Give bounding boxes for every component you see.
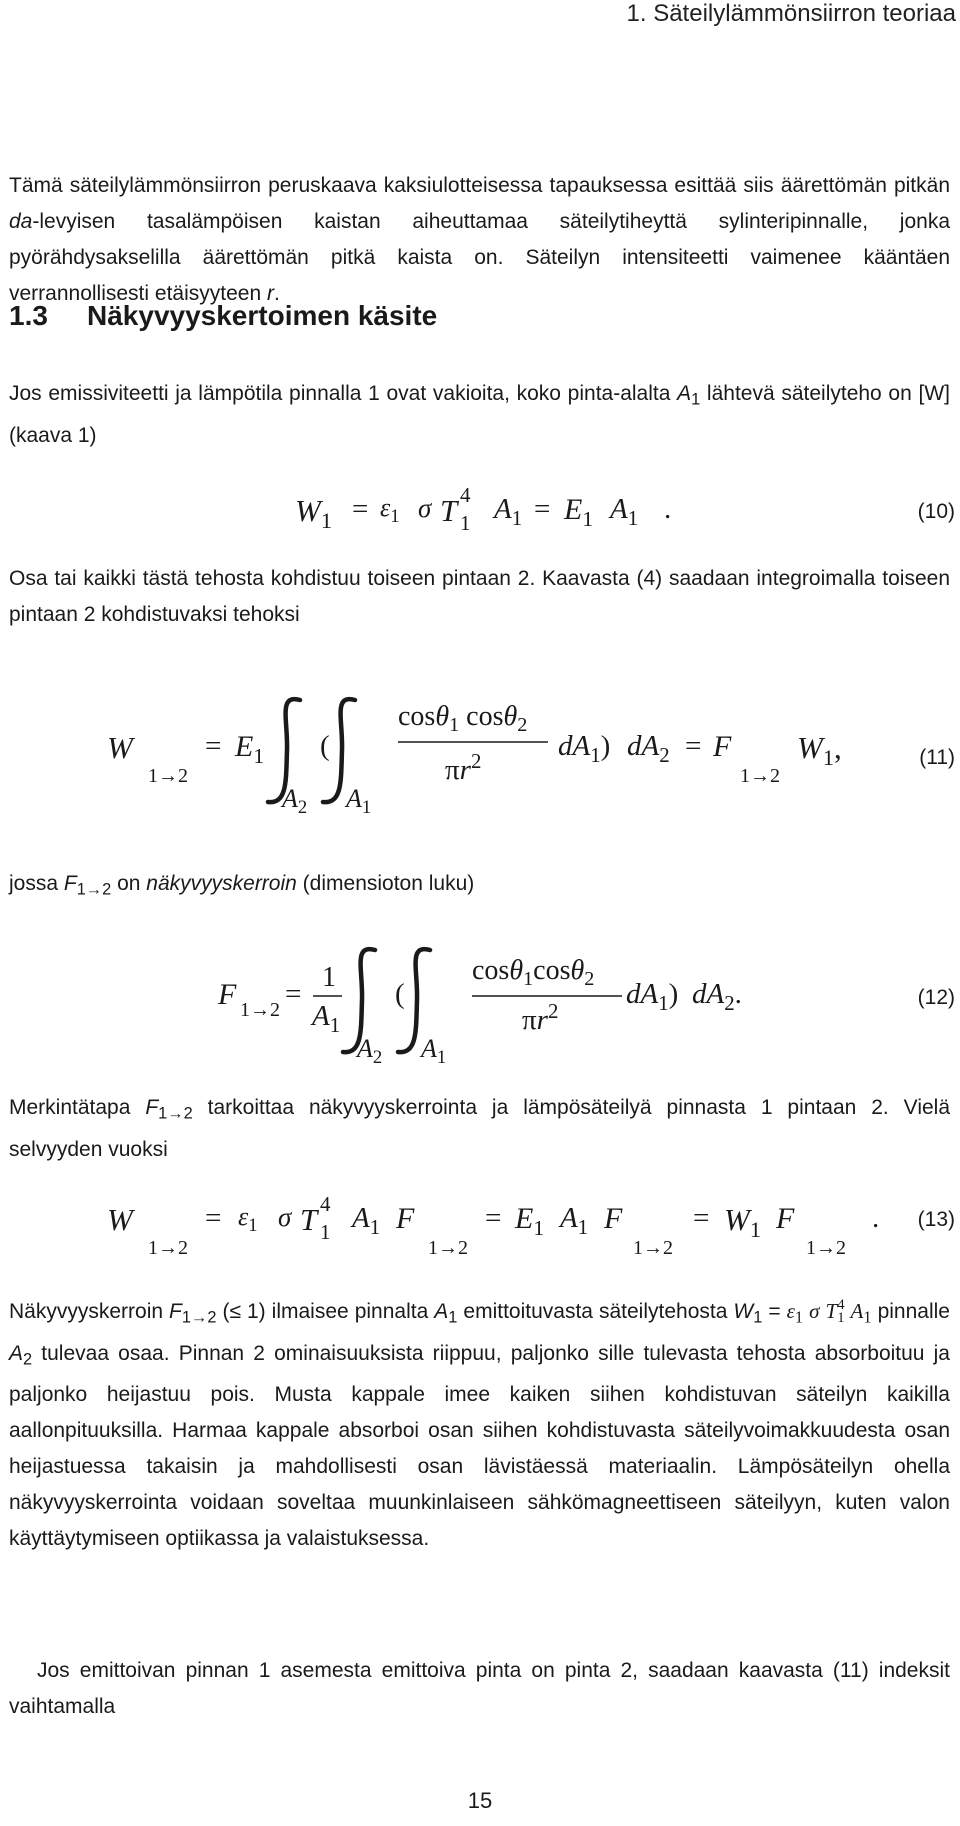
section-heading: [9, 300, 437, 332]
eq11-F: F: [713, 730, 732, 763]
eq11-dA2: $dA_2$: [627, 730, 670, 767]
eq11-W1: $W_1$,: [797, 730, 842, 771]
eq13-T-sub: 1: [320, 1220, 331, 1244]
eq11-paren-open: (: [320, 730, 330, 762]
eq11-numerator: cosθ$_1$ cosθ$_2$: [398, 701, 528, 737]
eq11-equals: =: [205, 730, 222, 762]
eq11-denominator: $\pi r^2$: [445, 748, 482, 786]
paragraph-index-swap: Jos emittoivan pinnan 1 asemesta emittoiva pinta on pinta 2, saadaan kaavasta (11) indeksit vaihtamalla: [9, 1659, 950, 1718]
eq10-sigma: σ: [418, 493, 432, 523]
eq11-dA1: $dA_1$): [558, 730, 611, 767]
paragraph-integration: Osa tai kaikki tästä tehosta kohdistuu toiseen pintaan 2. Kaavasta (4) saadaan integroimalla toiseen pintaan 2 kohdistuvaksi tehoksi: [9, 567, 950, 626]
eq12-dA2: $dA_2$.: [692, 978, 742, 1015]
section-number: 1.3: [9, 300, 48, 331]
equation-10: [0, 480, 960, 550]
equation-number-13: (13): [917, 1208, 955, 1231]
eq12-int-A2: $A_2$: [357, 1034, 383, 1068]
eq13-F-2: F: [604, 1202, 623, 1235]
eq13-F-1-sub: 1→2: [428, 1237, 468, 1259]
eq12-F: F: [218, 978, 237, 1011]
eq13-F-1: F: [396, 1202, 415, 1235]
eq13-E: $E_1$: [515, 1202, 545, 1240]
eq12-fraction-numerator: 1: [322, 962, 336, 993]
paragraph-explanation: Näkyvyyskerroin $F_{1\to 2}$ (≤ 1) ilmaisee pinnalta $A_1$ emittoituvasta säteilytehosta $W_1 = \varepsilon_1$ σ T 4 1 $A_1$ pinnalle $A_2$ tulevaa osaa. Pinnan 2 ominaisuuksista riippuu, paljonko sille tulevasta tehosta absorboituu ja paljonko heijastuu pois. Musta kappale imee kaiken siihen kohdistuvan säteilyn kaikilla aallonpituuksilla. Harmaa kappale absorboi osan siihen kohdistuvasta säteilyvoimakkuudesta osan heijastuessa takaisin ja mahdollisesti osan lävistäessä materiaalin. Lämpösäteilyn ohella näkyvyyskerrointa voidaan soveltaa muunkinlaiseen sähkömagneettiseen säteilyyn, kuten valon käyttäytymiseen optiikassa ja valaistuksessa.: [9, 1297, 950, 1551]
eq13-A-2: $A_1$: [560, 1202, 589, 1239]
eq13-F-3-sub: 1→2: [806, 1237, 846, 1259]
eq13-epsilon: $\varepsilon_1$: [238, 1202, 258, 1236]
eq11-W-sub: 1→2: [148, 765, 188, 787]
running-header: 1. Säteilylämmönsiirron teoriaa: [626, 0, 956, 27]
page-number: 15: [467, 1788, 493, 1813]
eq10-epsilon: $\varepsilon_1$: [380, 493, 400, 527]
eq11-W: W: [107, 730, 133, 765]
eq12-numerator: cosθ$_1$cosθ$_2$: [472, 955, 595, 991]
eq10-T-sup: 4: [460, 483, 471, 507]
eq12-fraction-denominator: $A_1$: [312, 1000, 341, 1037]
eq13-F-2-sub: 1→2: [633, 1237, 673, 1259]
eq13-A: $A_1$: [352, 1202, 381, 1239]
equation-13: [0, 1190, 960, 1270]
eq12-dA1: $dA_1$): [626, 978, 679, 1015]
eq11-int-A2: $A_2$: [282, 784, 308, 818]
eq12-int-A1: $A_1$: [421, 1034, 447, 1068]
eq10-T-sub: 1: [460, 511, 471, 535]
paragraph-view-factor-def: jossa $F_{1\to 2}$ on näkyvyyskerroin (dimensioton luku): [9, 872, 475, 899]
equation-number-11: (11): [919, 746, 955, 769]
eq13-W-sub: 1→2: [148, 1237, 188, 1259]
eq10-T: T: [440, 493, 458, 528]
intro-paragraph: Tämä säteilylämmönsiirron peruskaava kaksiulotteisessa tapauksessa esittää siis äärettömän pitkän da-levyisen tasalämpöisen kaistan aiheuttamaa säteilytiheyttä sylinteripinnalle, jonka pyörähdysakselilla äärettömän pitkä kaista on. Säteilyn intensiteetti vaimenee kääntäen verrannollisesti etäisyyteen r.: [9, 174, 950, 305]
eq11-int-A1: $A_1$: [346, 784, 372, 818]
section-title: Näkyvyyskertoimen käsite: [87, 300, 438, 331]
equation-number-12: (12): [917, 986, 955, 1009]
eq13-F-3: F: [776, 1202, 795, 1235]
eq10-A: $A_1$: [494, 493, 523, 530]
eq12-denominator: $\pi r^2$: [522, 998, 559, 1036]
eq13-sigma: σ: [278, 1202, 292, 1232]
eq13-equals-2: =: [485, 1202, 502, 1234]
eq13-equals: =: [205, 1202, 222, 1234]
eq11-E: $E_1$: [235, 730, 265, 768]
eq10-E: $E_1$: [564, 493, 594, 531]
paragraph-notation: Merkintätapa $F_{1\to 2}$ tarkoittaa näkyvyyskerrointa ja lämpösäteilyä pinnasta 1 pintaan 2. Vielä selvyyden vuoksi: [9, 1096, 951, 1161]
eq10-equals: =: [352, 493, 369, 525]
eq13-dot: .: [872, 1202, 880, 1234]
eq13-T-sup: 4: [320, 1192, 331, 1216]
eq11-equals-2: =: [685, 730, 702, 762]
equation-12: [0, 940, 960, 1070]
eq13-W1: $W_1$: [724, 1202, 761, 1243]
eq12-paren-open: (: [395, 978, 405, 1010]
equation-11: [0, 690, 960, 820]
eq13-W: W: [107, 1202, 133, 1237]
eq10-dot: .: [664, 493, 672, 525]
eq12-equals: =: [285, 978, 302, 1010]
eq12-F-sub: 1→2: [240, 999, 280, 1021]
eq13-equals-3: =: [693, 1202, 710, 1234]
paragraph-emission: Jos emissiviteetti ja lämpötila pinnalla 1 ovat vakioita, koko pinta-alalta $A_1$ lähtevä säteilyteho on [W] (kaava 1): [9, 382, 950, 447]
eq13-T: T: [300, 1202, 318, 1237]
eq10-A-2: $A_1$: [610, 493, 639, 530]
eq10-equals-2: =: [534, 493, 551, 525]
equation-number-10: (10): [917, 500, 955, 523]
eq11-F-sub: 1→2: [740, 765, 780, 787]
eq10-W: $W_1$: [295, 493, 332, 534]
